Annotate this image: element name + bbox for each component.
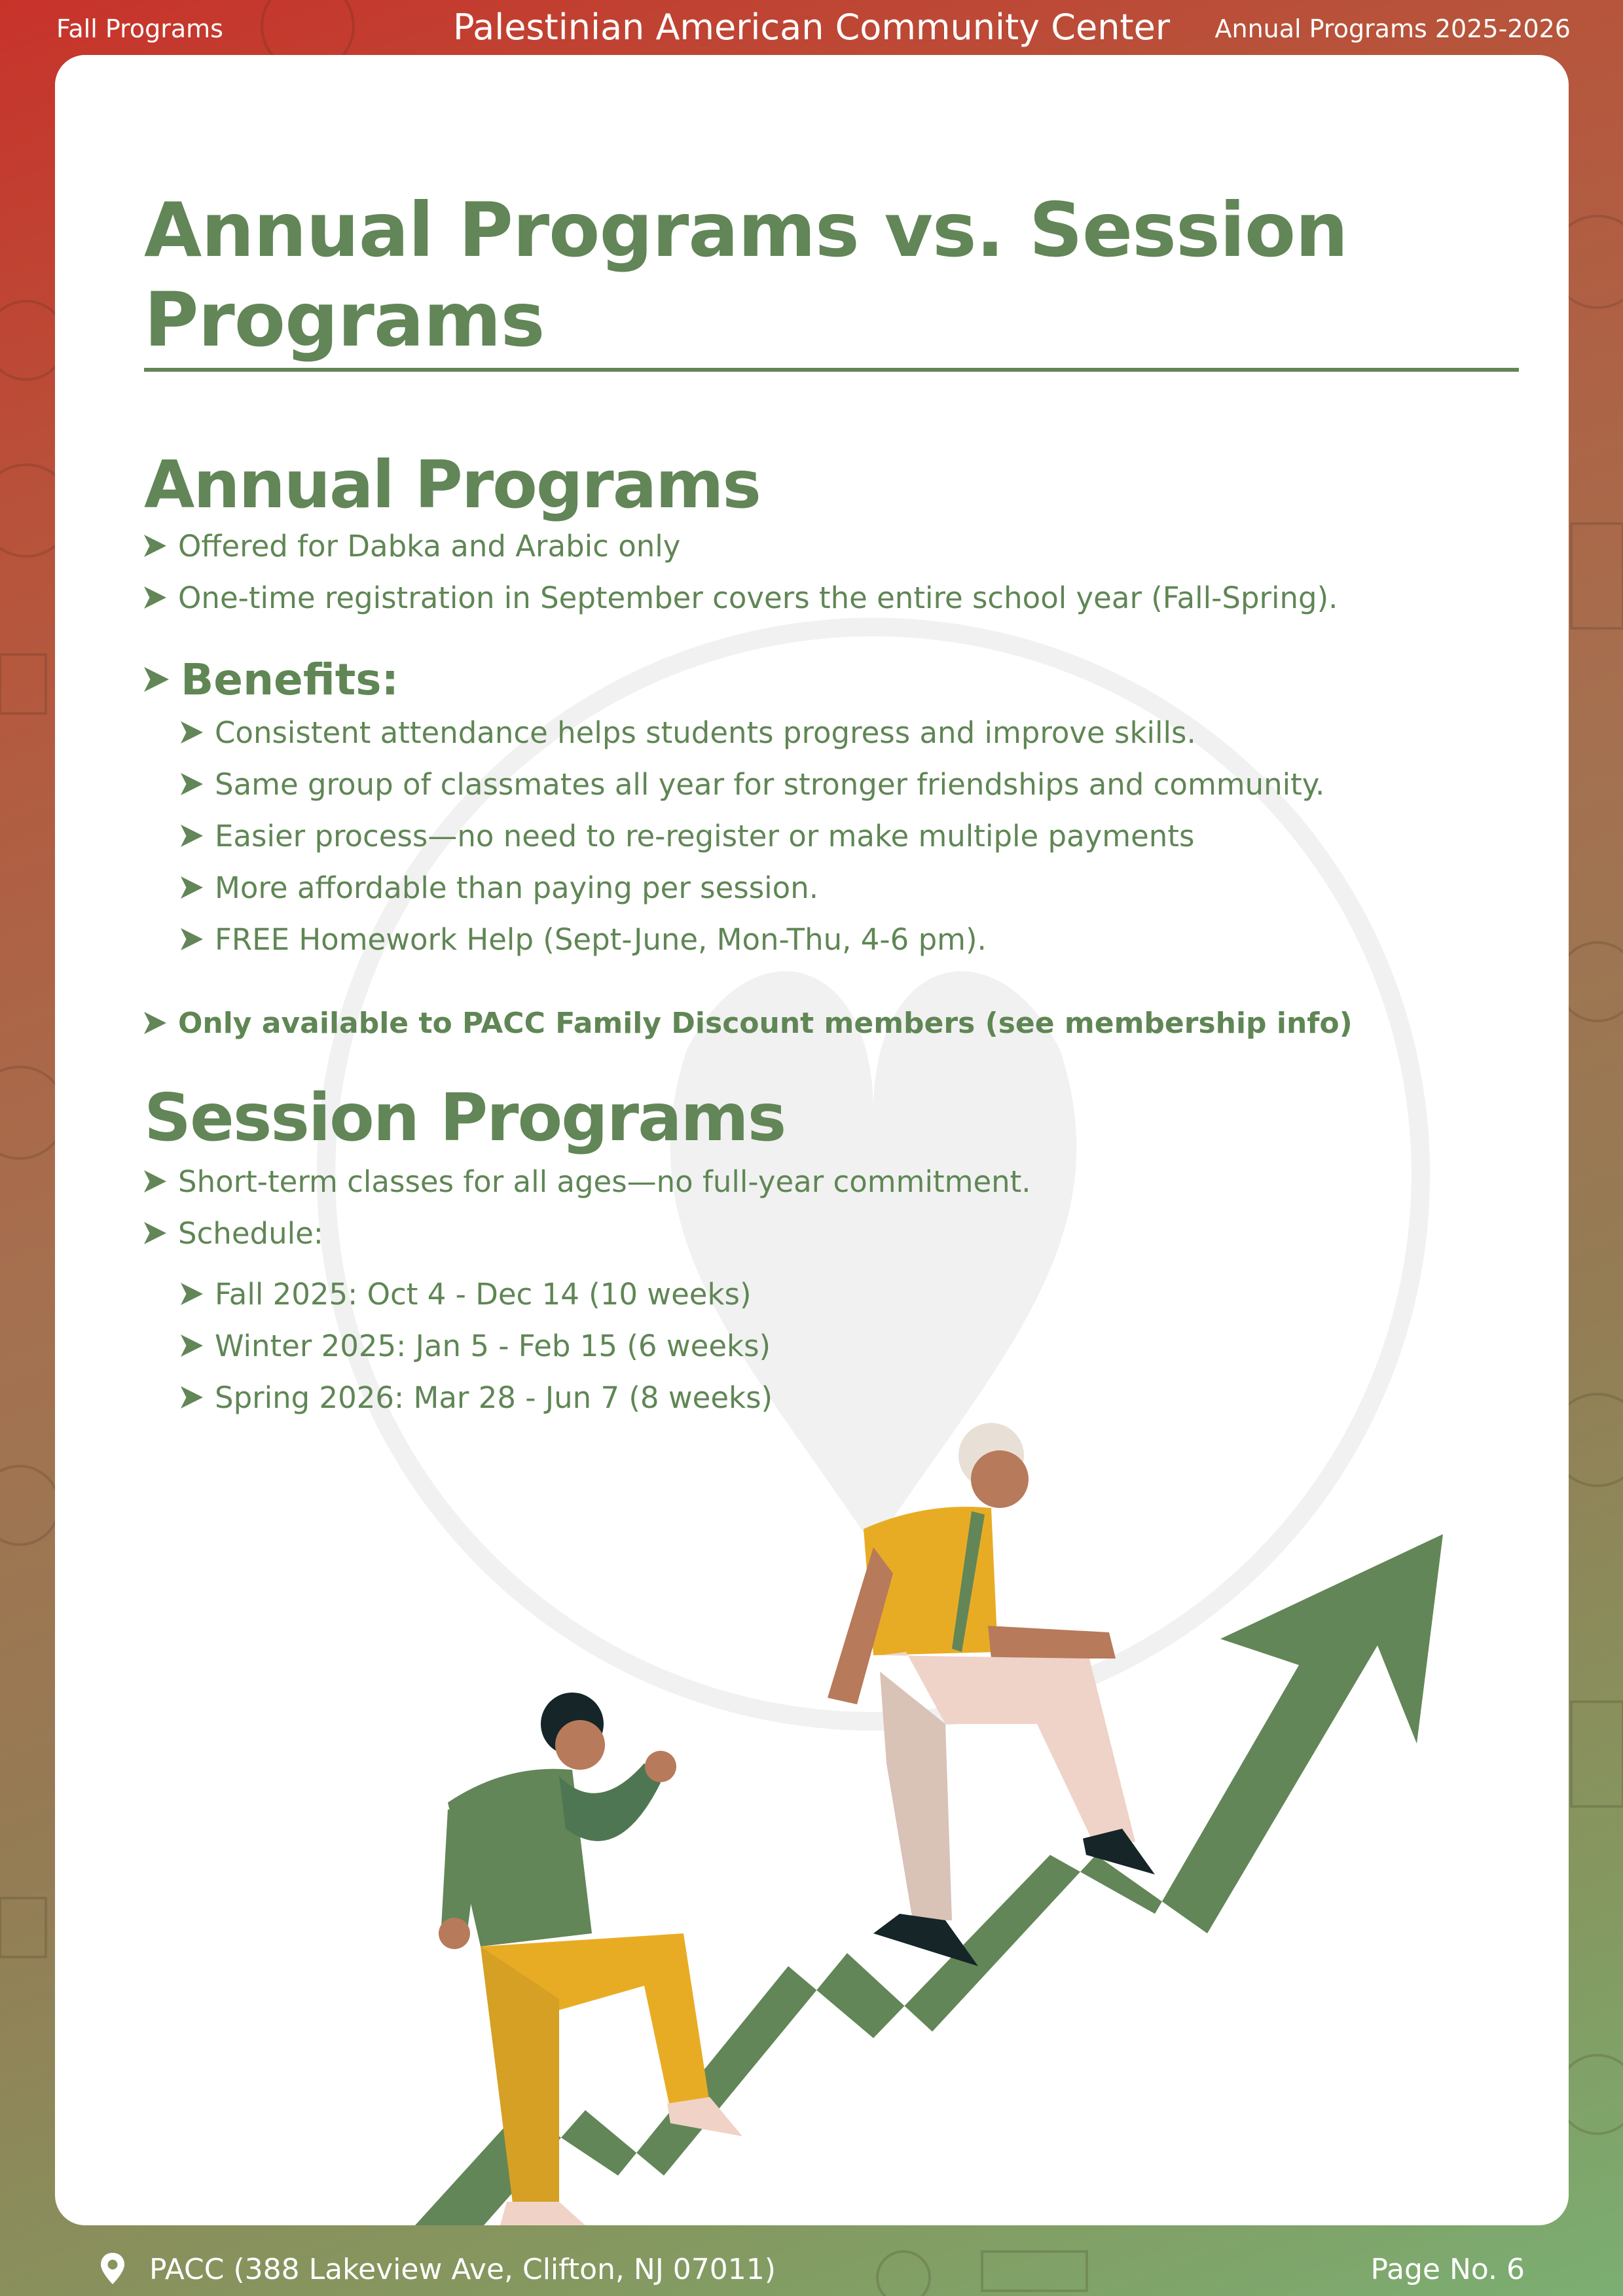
arrow-bullet-icon <box>181 1386 203 1408</box>
main-content <box>144 186 1519 1415</box>
list-item <box>144 1216 1519 1251</box>
list-item-text: One-time registration in September covers the entire school year (Fall-Spring). <box>178 580 1338 615</box>
page-number: Page No. 6 <box>1370 2253 1525 2286</box>
membership-note <box>144 1007 1519 1040</box>
list-item <box>144 529 1519 564</box>
schedule-item-text: Fall 2025: Oct 4 - Dec 14 (10 weeks) <box>215 1276 752 1312</box>
location-pin-icon <box>101 2253 124 2284</box>
list-item-text: Consistent attendance helps students progress and improve skills. <box>215 715 1196 750</box>
list-item <box>181 819 1519 853</box>
footer-address: PACC (388 Lakeview Ave, Clifton, NJ 07011) <box>149 2253 776 2286</box>
list-item-text: More affordable than paying per session. <box>215 870 819 905</box>
annual-heading: Annual Programs <box>144 446 760 523</box>
arrow-bullet-icon <box>144 1170 166 1193</box>
arrow-bullet-icon <box>181 876 203 899</box>
page-card <box>55 55 1569 2225</box>
arrow-bullet-icon <box>144 1222 166 1244</box>
page-title: Annual Programs vs. Session Programs <box>144 186 1519 372</box>
schedule-item-text: Spring 2026: Mar 28 - Jun 7 (8 weeks) <box>215 1380 773 1415</box>
session-heading: Session Programs <box>144 1079 786 1156</box>
arrow-bullet-icon <box>181 825 203 847</box>
list-item <box>144 581 1519 615</box>
growth-arrow-illustration <box>369 1357 1495 2225</box>
list-item-text: Easier process—no need to re-register or make multiple payments <box>215 818 1195 853</box>
arrow-bullet-icon <box>181 1335 203 1357</box>
arrow-bullet-icon <box>181 721 203 744</box>
list-item <box>144 1164 1519 1199</box>
list-item <box>181 922 1519 957</box>
arrow-bullet-icon <box>144 586 166 609</box>
arrow-bullet-icon <box>144 1012 166 1034</box>
list-item <box>181 870 1519 905</box>
list-item-text: Same group of classmates all year for stronger friendships and community. <box>215 766 1325 802</box>
header-section-label: Fall Programs <box>56 14 223 43</box>
benefits-heading <box>144 655 1519 705</box>
schedule-item <box>181 1277 1519 1312</box>
benefits-heading-text: Benefits: <box>181 654 399 705</box>
arrow-bullet-icon <box>144 667 169 692</box>
arrow-bullet-icon <box>181 928 203 950</box>
arrow-bullet-icon <box>181 773 203 795</box>
arrow-bullet-icon <box>181 1283 203 1305</box>
list-item-text: FREE Homework Help (Sept-June, Mon-Thu, 4-6 pm). <box>215 922 987 957</box>
membership-note-text: Only available to PACC Family Discount members (see membership info) <box>178 1006 1353 1040</box>
schedule-item-text: Winter 2025: Jan 5 - Feb 15 (6 weeks) <box>215 1328 771 1363</box>
list-item <box>181 767 1519 802</box>
list-item-text: Short-term classes for all ages—no full-year commitment. <box>178 1164 1031 1199</box>
header-organization-name: Palestinian American Community Center <box>452 7 1171 48</box>
header-year-label: Annual Programs 2025-2026 <box>1214 14 1571 43</box>
list-item-text: Offered for Dabka and Arabic only <box>178 528 681 564</box>
arrow-bullet-icon <box>144 535 166 557</box>
list-item-text: Schedule: <box>178 1215 323 1251</box>
list-item <box>181 715 1519 750</box>
